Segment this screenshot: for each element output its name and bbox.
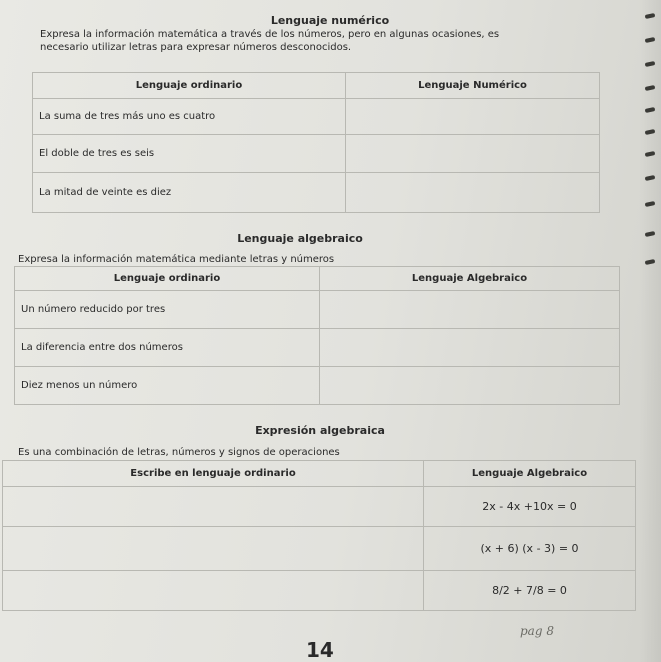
column-header-algebraic: Lenguaje Algebraico xyxy=(424,461,636,487)
numeric-answer-cell[interactable] xyxy=(346,135,600,173)
section1-intro-line2: necesario utilizar letras para expresar números desconocidos. xyxy=(40,42,352,53)
section2-title: Lenguaje algebraico xyxy=(237,232,363,245)
numeric-answer-cell[interactable] xyxy=(346,99,600,135)
column-header-numeric: Lenguaje Numérico xyxy=(346,73,600,99)
table-header-row xyxy=(33,73,600,99)
table-row xyxy=(33,173,600,213)
section3-intro: Es una combinación de letras, números y signos de operaciones xyxy=(18,447,340,458)
section1-intro-line1: Expresa la información matemática a través de los números, pero en algunas ocasiones, es xyxy=(40,29,500,40)
table-row xyxy=(3,487,636,527)
table-header-row xyxy=(15,267,620,291)
page-number: 14 xyxy=(306,638,334,662)
table-row xyxy=(3,527,636,571)
table-row xyxy=(15,291,620,329)
ordinary-answer-cell[interactable] xyxy=(3,527,424,571)
algebraic-expression-cell: 2x - 4x +10x = 0 xyxy=(424,487,636,527)
table-row xyxy=(33,99,600,135)
ordinary-answer-cell[interactable] xyxy=(3,571,424,611)
algebraic-answer-cell[interactable] xyxy=(320,291,620,329)
table-row xyxy=(15,329,620,367)
algebraic-expression-cell: 8/2 + 7/8 = 0 xyxy=(424,571,636,611)
column-header-ordinary: Lenguaje ordinario xyxy=(33,73,346,99)
section2-intro: Expresa la información matemática mediante letras y números xyxy=(18,254,335,265)
column-header-ordinary: Lenguaje ordinario xyxy=(15,267,320,291)
ordinary-answer-cell[interactable] xyxy=(3,487,424,527)
section1-intro xyxy=(40,28,620,54)
notebook-edge xyxy=(639,0,661,662)
handwritten-note: pag 8 xyxy=(520,624,554,638)
section3-title: Expresión algebraica xyxy=(255,424,385,437)
ordinary-text-cell: Diez menos un número xyxy=(15,367,320,405)
algebraic-expression-table xyxy=(2,460,636,611)
ordinary-text-cell: Un número reducido por tres xyxy=(15,291,320,329)
ordinary-text-cell: El doble de tres es seis xyxy=(33,135,346,173)
ordinary-text-cell: La suma de tres más uno es cuatro xyxy=(33,99,346,135)
table-row xyxy=(3,571,636,611)
table-row xyxy=(33,135,600,173)
algebraic-answer-cell[interactable] xyxy=(320,367,620,405)
table-header-row xyxy=(3,461,636,487)
table-row xyxy=(15,367,620,405)
column-header-ordinary: Escribe en lenguaje ordinario xyxy=(3,461,424,487)
ordinary-text-cell: La mitad de veinte es diez xyxy=(33,173,346,213)
column-header-algebraic: Lenguaje Algebraico xyxy=(320,267,620,291)
section1-title: Lenguaje numérico xyxy=(270,14,390,27)
algebraic-expression-cell: (x + 6) (x - 3) = 0 xyxy=(424,527,636,571)
numeric-answer-cell[interactable] xyxy=(346,173,600,213)
algebraic-answer-cell[interactable] xyxy=(320,329,620,367)
algebraic-language-table xyxy=(14,266,620,405)
numeric-language-table xyxy=(32,72,600,213)
ordinary-text-cell: La diferencia entre dos números xyxy=(15,329,320,367)
